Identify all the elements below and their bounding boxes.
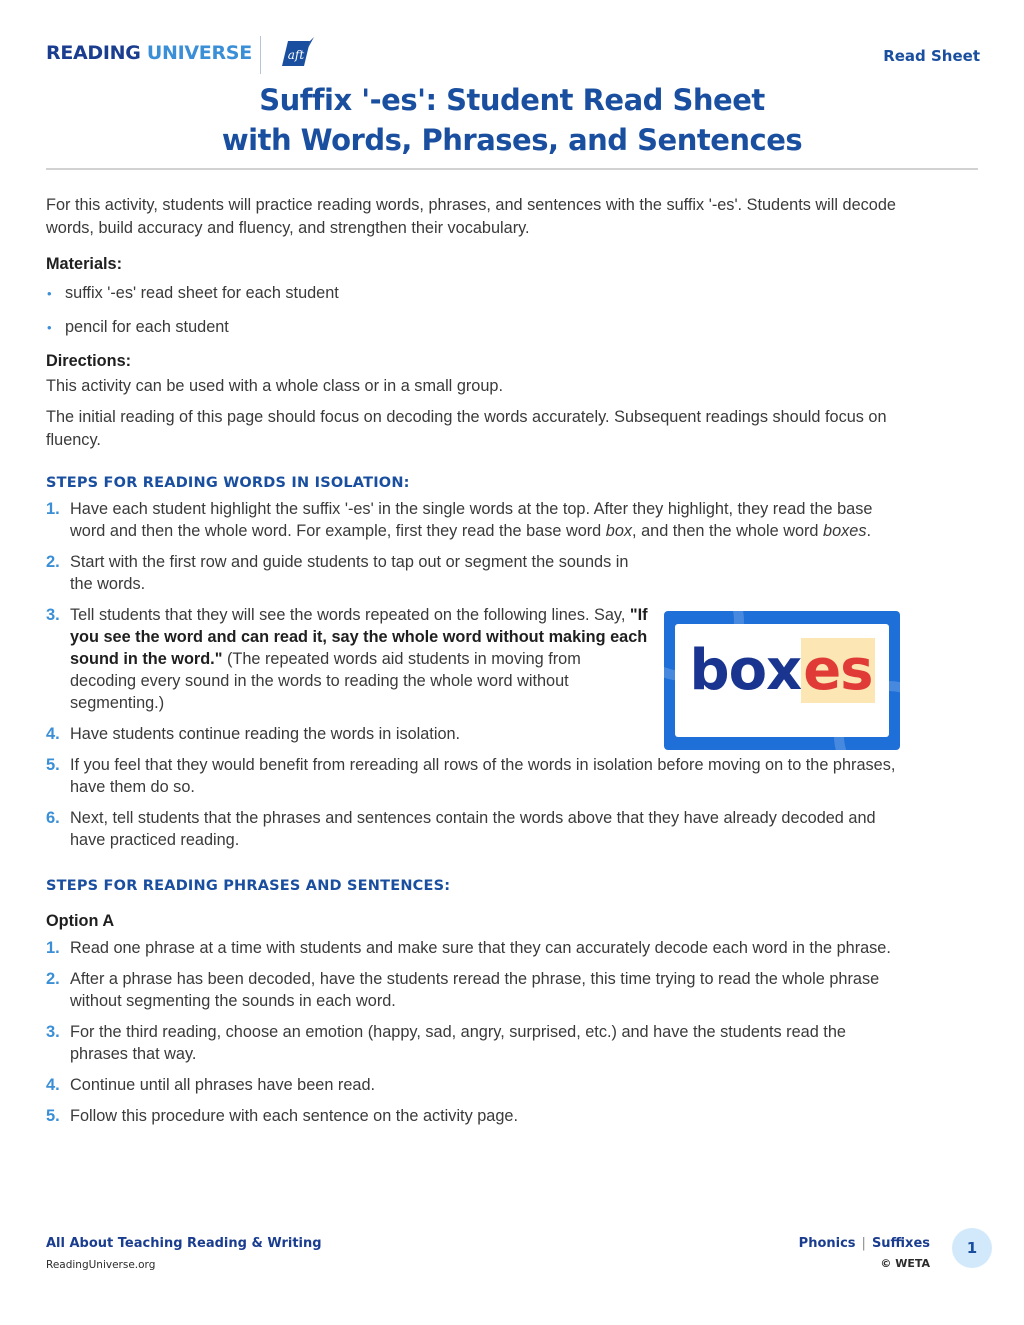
step-text: Have each student highlight the suffix '-es' in the single words at the top. After they highlight, they read the base word and then the whole word. For example, first they read the base word: [70, 500, 873, 540]
step-number: 4.: [46, 725, 60, 743]
step-text: For the third reading, choose an emotion (happy, sad, angry, surprised, etc.) and have the students read the phrases that way.: [70, 1023, 846, 1063]
step-text: Tell students that they will see the words repeated on the following lines. Say,: [70, 606, 630, 624]
aft-logo-text: aft: [287, 48, 305, 62]
intro-paragraph: For this activity, students will practice reading words, phrases, and sentences with the suffix '-es'. Students will decode words, build accuracy and fluency, and strengthen their vocabulary.: [46, 196, 896, 237]
step-number: 1.: [46, 939, 60, 957]
page-number-badge: 1: [952, 1228, 992, 1268]
page-header: [46, 36, 980, 76]
footer-site-url[interactable]: ReadingUniverse.org: [46, 1259, 156, 1271]
phrase-step: [46, 1021, 896, 1065]
step-text: Follow this procedure with each sentence on the activity page.: [70, 1107, 518, 1125]
phrases-steps-list: [46, 937, 896, 1127]
footer-copyright: © WETA: [880, 1257, 930, 1270]
materials-label: Materials:: [46, 255, 123, 273]
materials-item: • pencil for each student: [46, 316, 896, 339]
step-text: , and then the whole word: [632, 522, 824, 540]
page-title: [46, 80, 978, 160]
footer-link-phonics[interactable]: Phonics: [798, 1236, 856, 1251]
logo-text-universe: UNIVERSE: [146, 42, 252, 64]
step-text: Read one phrase at a time with students and make sure that they can accurately decode each word in the phrase.: [70, 939, 891, 957]
title-divider: [46, 168, 978, 170]
step-number: 5.: [46, 756, 60, 774]
isolation-step: [46, 604, 651, 714]
phrase-step: [46, 1105, 896, 1127]
step-text: .: [866, 522, 871, 540]
phrase-step: [46, 1074, 896, 1096]
isolation-step: [46, 754, 896, 798]
step-text: Continue until all phrases have been read.: [70, 1076, 376, 1094]
footer-link-separator: |: [861, 1236, 866, 1251]
directions-paragraph: The initial reading of this page should focus on decoding the words accurately. Subsequent readings should focus on fluency.: [46, 408, 887, 449]
step-text: Have students continue reading the words in isolation.: [70, 725, 461, 743]
footer-link-suffixes[interactable]: Suffixes: [871, 1236, 930, 1251]
step-number: 4.: [46, 1076, 60, 1094]
materials-item: • suffix '-es' read sheet for each student: [46, 282, 896, 305]
directions-label: Directions:: [46, 352, 132, 370]
footer-series-title: All About Teaching Reading & Writing: [46, 1236, 322, 1251]
step-number: 3.: [46, 1023, 60, 1041]
materials-list: [46, 282, 896, 339]
example-word-card: [664, 611, 900, 750]
option-a-label: Option A: [46, 912, 115, 930]
isolation-step: [46, 498, 896, 542]
document-type-label: Read Sheet: [883, 47, 980, 65]
page-title-line-2: with Words, Phrases, and Sentences: [221, 123, 803, 157]
step-number: 3.: [46, 606, 60, 624]
phrase-step: [46, 937, 896, 959]
isolation-step: [46, 551, 646, 595]
step-quote: "If you see the word and can read it, say the whole word without making each sound in the word.": [70, 606, 648, 668]
directions-paragraph: This activity can be used with a whole class or in a small group.: [46, 377, 503, 395]
page-title-line-1: Suffix '-es': Student Read Sheet: [259, 83, 765, 117]
reading-universe-logo[interactable]: [46, 42, 252, 64]
step-text: After a phrase has been decoded, have the students reread the phrase, this time trying to read the whole phrase without segmenting the sounds in each word.: [70, 970, 880, 1010]
isolation-step: [46, 807, 896, 851]
step-number: 2.: [46, 970, 60, 988]
step-number: 2.: [46, 553, 60, 571]
footer-links: [799, 1236, 930, 1251]
phrase-step: [46, 968, 896, 1012]
example-word-suffix: es: [803, 638, 873, 703]
example-word: [675, 635, 889, 707]
example-word-base: box: [689, 638, 802, 703]
step-number: 1.: [46, 500, 60, 518]
step-text: Start with the first row and guide students to tap out or segment the sounds in the words.: [70, 553, 629, 593]
step-number: 5.: [46, 1107, 60, 1125]
step-text: Next, tell students that the phrases and sentences contain the words above that they have already decoded and have practiced reading.: [70, 809, 876, 849]
step-example-word: boxes: [823, 522, 867, 540]
step-example-base: box: [605, 522, 633, 540]
phrases-steps-heading: STEPS FOR READING PHRASES AND SENTENCES:: [46, 878, 451, 894]
step-text: (The repeated words aid students in moving from decoding every sound in the words to reading the whole word without segmenting.): [70, 650, 581, 712]
logo-text-reading: READING: [46, 42, 141, 64]
aft-logo-icon[interactable]: [274, 36, 316, 74]
isolation-steps-heading: STEPS FOR READING WORDS IN ISOLATION:: [46, 475, 410, 491]
footer-categories: [799, 1236, 930, 1270]
step-text: If you feel that they would benefit from rereading all rows of the words in isolation before moving on to the phrases, have them do so.: [70, 756, 896, 796]
logo-divider: [260, 36, 261, 74]
step-number: 6.: [46, 809, 60, 827]
